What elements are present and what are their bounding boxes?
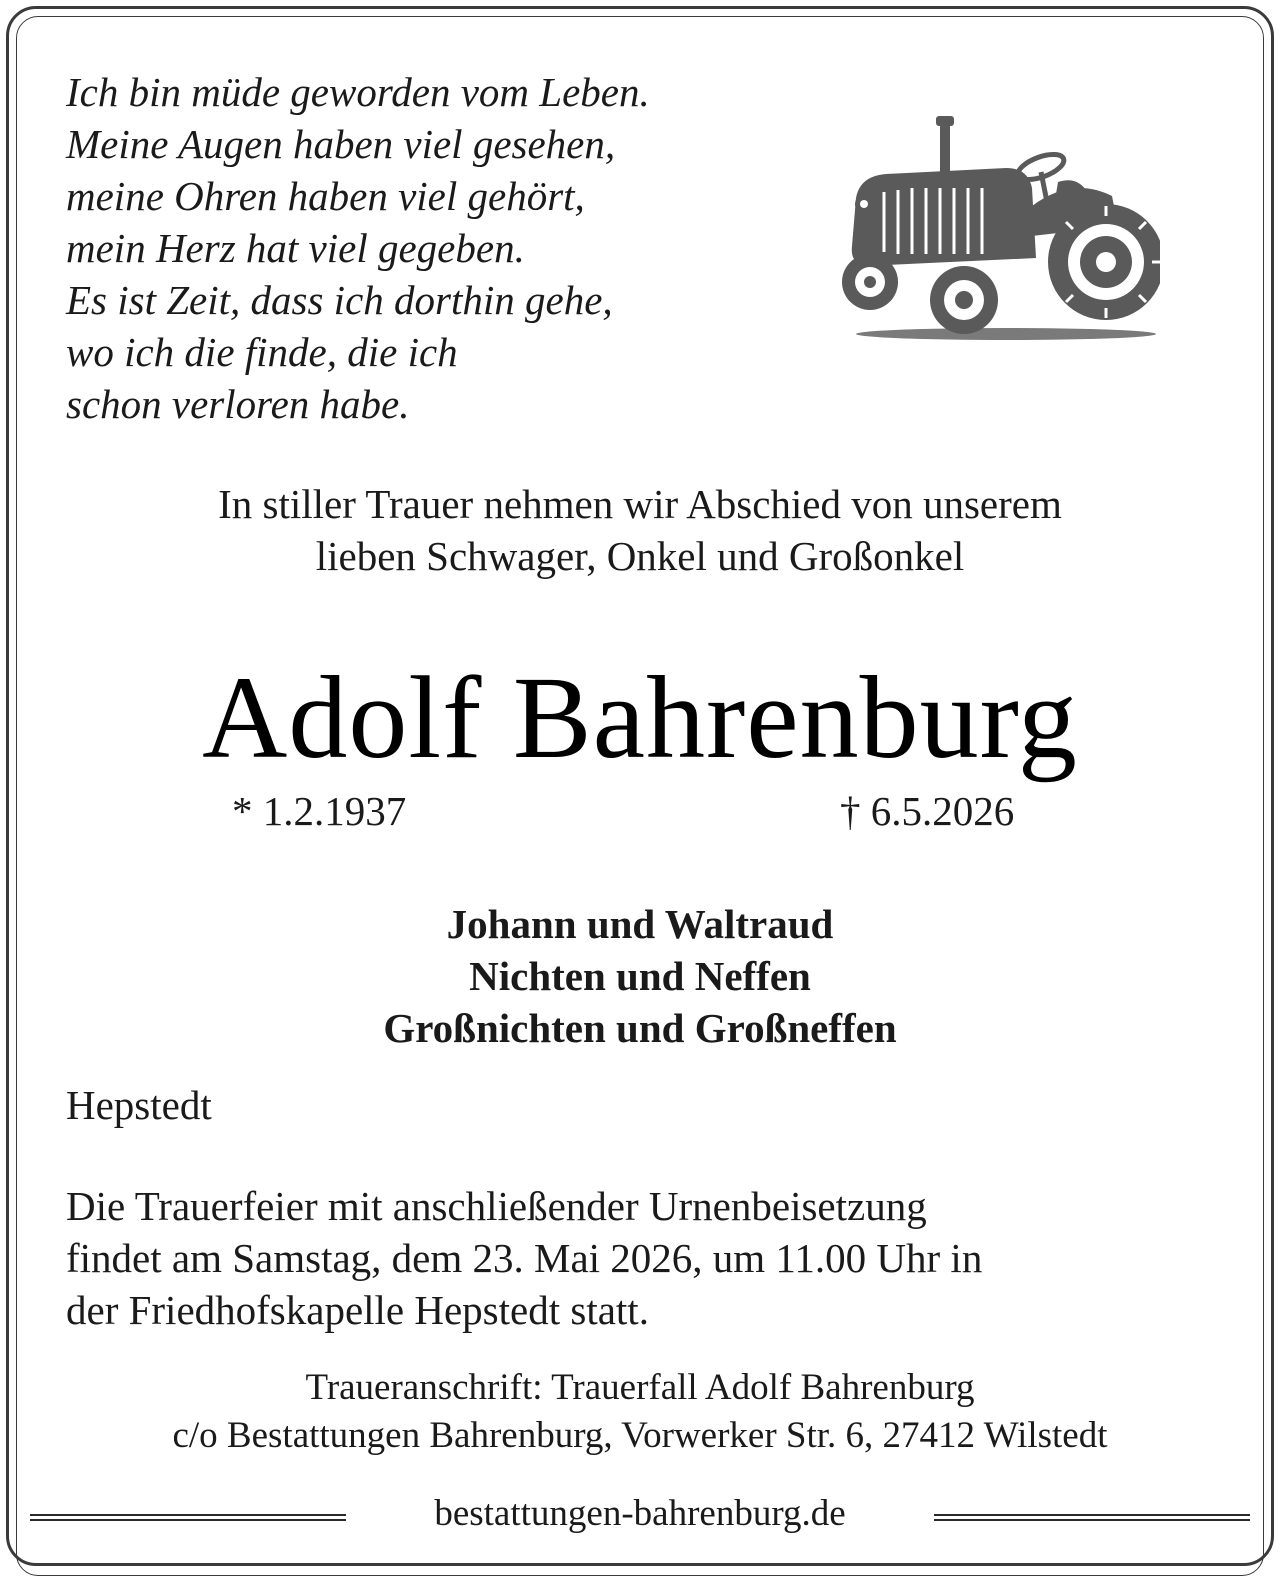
place-name: Hepstedt: [66, 1082, 212, 1128]
address-line: c/o Bestattungen Bahrenburg, Vorwerker Str. 6, 27412 Wilstedt: [172, 1415, 1108, 1456]
tractor-icon: [836, 112, 1160, 348]
footer: [0, 1490, 1280, 1540]
ceremony-line: der Friedhofskapelle Hepstedt statt.: [66, 1287, 649, 1333]
birth-date: * 1.2.1937: [232, 788, 407, 834]
poem-line: Meine Augen haben viel gesehen,: [66, 121, 616, 167]
ceremony-notice: [66, 1180, 982, 1336]
intro-line: lieben Schwager, Onkel und Großonkel: [315, 533, 965, 579]
divider-right: [934, 1514, 1250, 1521]
poem-line: wo ich die finde, die ich: [66, 329, 458, 375]
mourner-line: Nichten und Neffen: [469, 953, 811, 999]
poem-line: meine Ohren haben viel gehört,: [66, 173, 585, 219]
mourner-line: Johann und Waltraud: [446, 901, 834, 947]
poem-line: mein Herz hat viel gegeben.: [66, 225, 525, 271]
mourning-address: [0, 1364, 1280, 1460]
death-date: † 6.5.2026: [840, 788, 1015, 834]
website-link[interactable]: bestattungen-bahrenburg.de: [434, 1493, 846, 1534]
deceased-name: Adolf Bahrenburg: [202, 652, 1078, 783]
poem-line: Ich bin müde geworden vom Leben.: [66, 69, 650, 115]
intro-line: In stiller Trauer nehmen wir Abschied von unserem: [218, 481, 1062, 527]
poem-line: Es ist Zeit, dass ich dorthin gehe,: [66, 277, 613, 323]
address-line: Traueranschrift: Trauerfall Adolf Bahrenburg: [305, 1367, 975, 1408]
ceremony-line: findet am Samstag, dem 23. Mai 2026, um 11.00 Uhr in: [66, 1235, 983, 1281]
ceremony-line: Die Trauerfeier mit anschließender Urnenbeisetzung: [66, 1183, 927, 1229]
poem-line: schon verloren habe.: [66, 381, 410, 427]
poem: [66, 66, 650, 430]
mourner-line: Großnichten und Großneffen: [383, 1005, 897, 1051]
intro-text: [0, 478, 1280, 582]
mourners-list: [0, 898, 1280, 1054]
